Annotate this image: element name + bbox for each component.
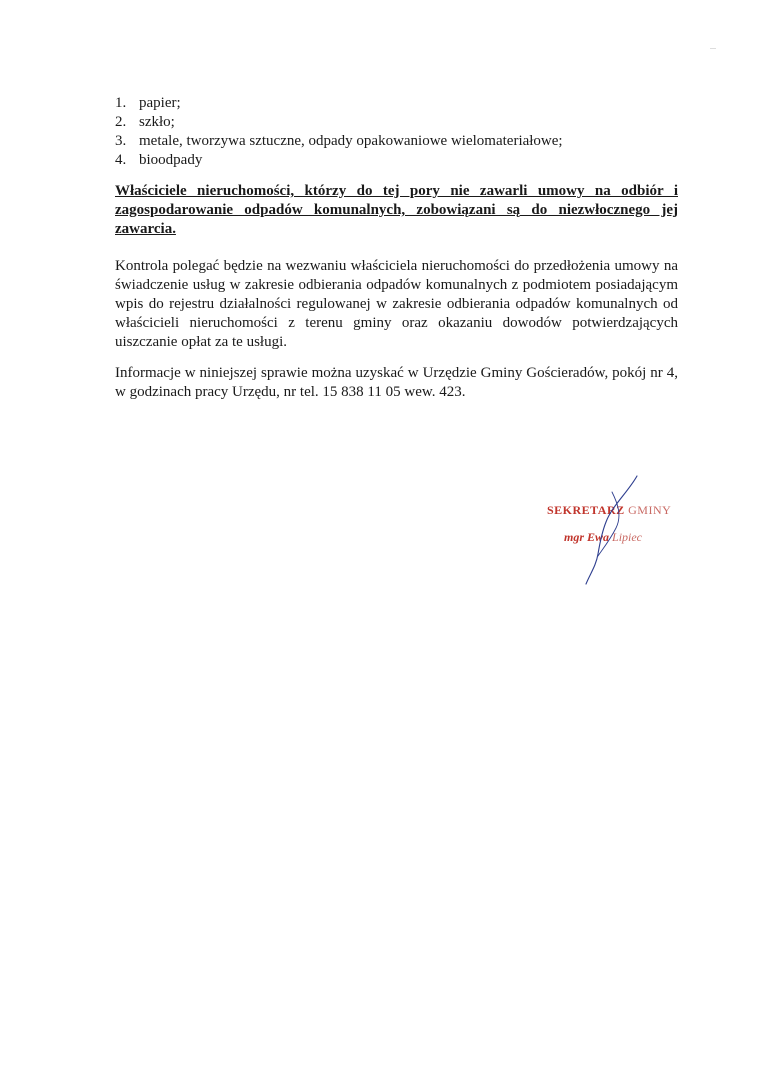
stamp-title-strong: SEKRETARZ	[547, 503, 625, 517]
control-paragraph: Kontrola polegać będzie na wezwaniu właściciela nieruchomości do przedłożenia umowy na świadczenie usług w zakresie odbierania odpadów komunalnych z podmiotem posiadającym wpis do rejestru działalności regulowanej w zakresie odbierania odpadów komunalnych od właścicieli nieruchomości z terenu gminy oraz okazaniu dowodów potwierdzających uiszczanie opłat za te usługi.	[115, 258, 678, 350]
list-item-text: papier;	[139, 95, 181, 111]
stamp-title	[547, 503, 671, 518]
list-item-number: 1.	[115, 95, 127, 111]
list-item-number: 4.	[115, 152, 127, 168]
stamp-name-strong: mgr Ewa	[564, 530, 610, 544]
list-item-number: 2.	[115, 114, 127, 130]
list-item	[115, 151, 675, 170]
owner-obligation-notice: Właściciele nieruchomości, którzy do tej pory nie zawarli umowy na odbiór i zagospodarowanie odpadów komunalnych, zobowiązani są do niezwłocznego jej zawarcia.	[115, 183, 678, 237]
scan-mark	[710, 48, 716, 49]
list-item-text: metale, tworzywa sztuczne, odpady opakowaniowe wielomateriałowe;	[139, 133, 563, 149]
list-item-text: szkło;	[139, 114, 175, 130]
list-item	[115, 94, 675, 113]
list-item-text: bioodpady	[139, 152, 203, 168]
list-item	[115, 132, 675, 151]
contact-info-paragraph: Informacje w niniejszej sprawie można uzyskać w Urzędzie Gminy Gościeradów, pokój nr 4, w godzinach pracy Urzędu, nr tel. 15 838 11 05 wew. 423.	[115, 365, 678, 400]
stamp-name-faded: Lipiec	[609, 530, 643, 544]
stamp-name	[564, 530, 642, 545]
pen-stroke	[598, 492, 619, 556]
list-item	[115, 113, 675, 132]
waste-category-list	[115, 94, 675, 170]
list-item-number: 3.	[115, 133, 127, 149]
signature-stamp	[540, 470, 690, 590]
stamp-title-faded: GMINY	[624, 503, 672, 517]
